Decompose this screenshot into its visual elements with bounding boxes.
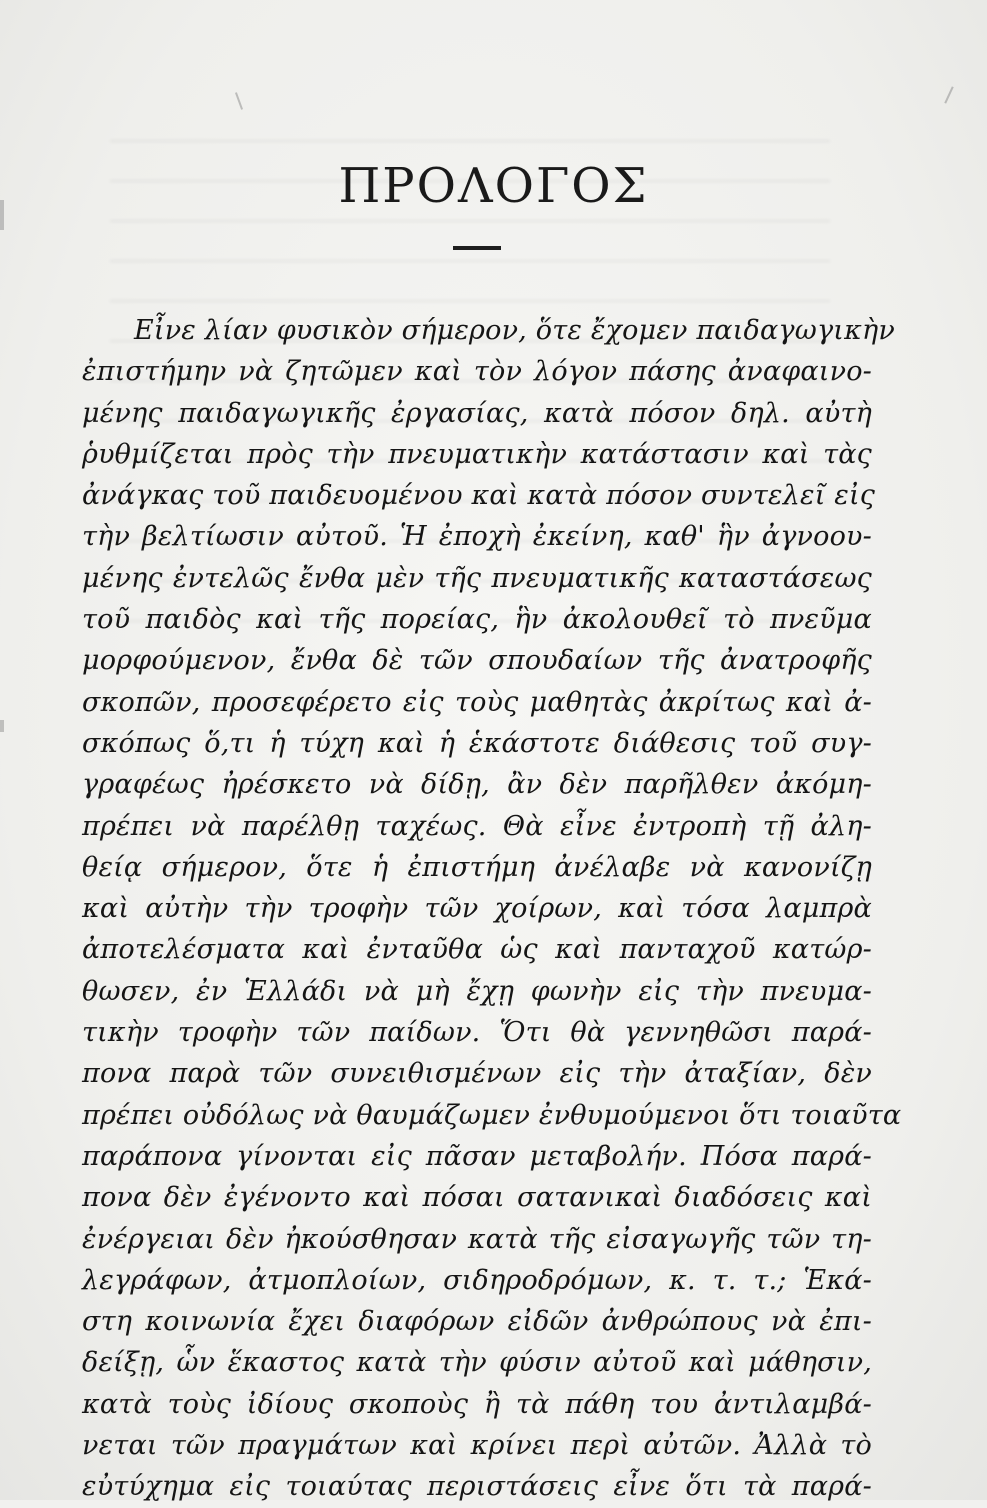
body-text: [82, 310, 902, 1508]
text-line: κατὰ τοὺς ἰδίους σκοποὺς ἢ τὰ πάθη του ἀντιλαμβά-: [82, 1388, 872, 1420]
text-line: πονα παρὰ τῶν συνειθισμένων εἰς τὴν ἀταξίαν, δὲν: [82, 1058, 872, 1090]
text-line: στη κοινωνία ἔχει διαφόρων εἰδῶν ἀνθρώπους νὰ ἐπι-: [82, 1306, 872, 1338]
text-line: εὐτύχημα εἰς τοιαύτας περιστάσεις εἶνε ὅτι τὰ παρά-: [82, 1471, 872, 1503]
text-line: θωσεν, ἐν Ἑλλάδι νὰ μὴ ἔχῃ φωνὴν εἰς τὴν πνευμα-: [82, 975, 872, 1007]
text-line: τοῦ παιδὸς καὶ τῆς πορείας, ἣν ἀκολουθεῖ τὸ πνεῦμα: [82, 604, 872, 636]
text-line: ἀποτελέσματα καὶ ἐνταῦθα ὡς καὶ πανταχοῦ κατώρ-: [82, 934, 872, 966]
text-line: μένης παιδαγωγικῆς ἐργασίας, κατὰ πόσον δηλ. αὐτὴ: [82, 397, 872, 429]
text-line: πρέπει νὰ παρέλθῃ ταχέως. Θὰ εἶνε ἐντροπὴ τῇ ἀλη-: [82, 810, 872, 842]
text-line: καὶ αὐτὴν τὴν τροφὴν τῶν χοίρων, καὶ τόσα λαμπρὰ: [82, 893, 872, 925]
scan-speck: [944, 86, 953, 103]
text-line: τικὴν τροφὴν τῶν παίδων. Ὅτι θὰ γεννηθῶσι παρά-: [82, 1017, 872, 1049]
text-line: θείᾳ σήμερον, ὅτε ἡ ἐπιστήμη ἀνέλαβε νὰ κανονίζῃ: [82, 851, 872, 883]
text-line: ἀνάγκας τοῦ παιδευομένου καὶ κατὰ πόσον συντελεῖ εἰς: [82, 480, 876, 512]
text-line: ἐπιστήμην νὰ ζητῶμεν καὶ τὸν λόγον πάσης ἀναφαινο-: [82, 356, 872, 388]
text-line: σκοπῶν, προσεφέρετο εἰς τοὺς μαθητὰς ἀκρίτως καὶ ἀ-: [82, 686, 872, 718]
text-line: δείξῃ, ὧν ἕκαστος κατὰ τὴν φύσιν αὐτοῦ καὶ μάθησιν,: [82, 1347, 872, 1379]
title-rule: [453, 246, 501, 250]
text-line: πονα δὲν ἐγένοντο καὶ πόσαι σατανικαὶ διαδόσεις καὶ: [82, 1182, 872, 1214]
text-line: νεται τῶν πραγμάτων καὶ κρίνει περὶ αὐτῶν. Ἀλλὰ τὸ: [82, 1430, 872, 1462]
text-line: παράπονα γίνονται εἰς πᾶσαν μεταβολήν. Πόσα παρά-: [82, 1140, 872, 1172]
text-line: σκόπως ὅ,τι ἡ τύχη καὶ ἡ ἑκάστοτε διάθεσις τοῦ συγ-: [82, 727, 872, 759]
scan-edge-mark: [0, 720, 4, 732]
text-line: τὴν βελτίωσιν αὐτοῦ. Ἡ ἐποχὴ ἐκείνη, καθ' ἣν ἀγνοου-: [82, 521, 872, 553]
text-line: λεγράφων, ἀτμοπλοίων, σιδηροδρόμων, κ. τ. τ.; Ἑκά-: [82, 1264, 872, 1296]
text-line: Εἶνε λίαν φυσικὸν σήμερον, ὅτε ἔχομεν παιδαγωγικὴν: [134, 315, 895, 346]
text-line: ἐνέργειαι δὲν ἠκούσθησαν κατὰ τῆς εἰσαγωγῆς τῶν τη-: [82, 1223, 872, 1255]
text-line: ῥυθμίζεται πρὸς τὴν πνευματικὴν κατάστασιν καὶ τὰς: [82, 438, 872, 470]
text-line: μορφούμενον, ἔνθα δὲ τῶν σπουδαίων τῆς ἀνατροφῆς: [82, 645, 872, 677]
scan-speck: [235, 92, 243, 110]
page-title: ΠΡΟΛΟΓΟΣ: [338, 158, 649, 214]
text-line: πρέπει οὐδόλως νὰ θαυμάζωμεν ἐνθυμούμενοι ὅτι τοιαῦτα: [82, 1099, 902, 1131]
text-line: γραφέως ἠρέσκετο νὰ δίδῃ, ἂν δὲν παρῆλθεν ἀκόμη-: [82, 769, 872, 801]
text-line: μένης ἐντελῶς ἔνθα μὲν τῆς πνευματικῆς καταστάσεως: [82, 562, 872, 594]
